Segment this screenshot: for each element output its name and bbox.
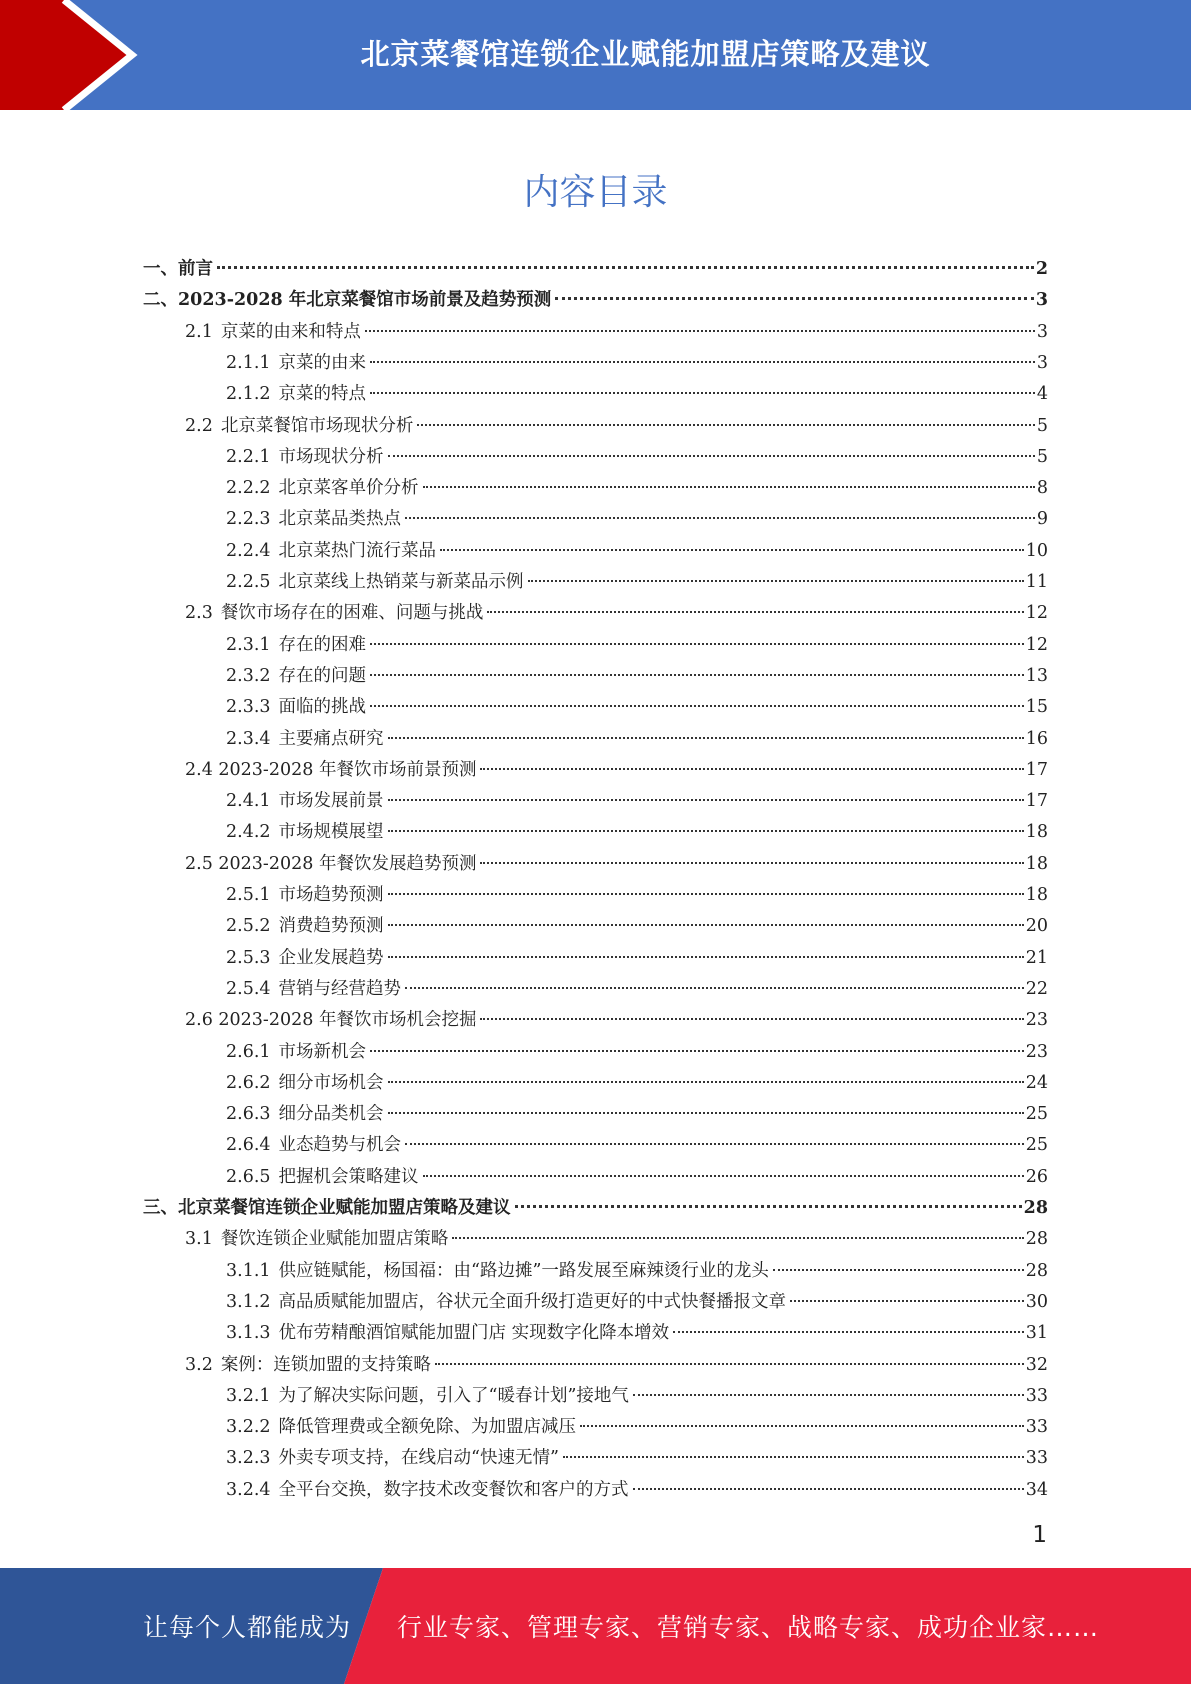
toc-entry[interactable] — [143, 1193, 1048, 1224]
toc-entry-page: 23 — [1025, 1010, 1048, 1030]
toc-entry-page: 10 — [1025, 541, 1048, 561]
toc-entry-page: 32 — [1025, 1355, 1048, 1375]
toc-entry-label — [226, 1475, 629, 1506]
toc-dot-leader — [217, 265, 1034, 269]
toc-entry-number: 2.6.4 — [226, 1135, 271, 1155]
toc-entry[interactable] — [143, 254, 1048, 285]
toc-entry[interactable] — [226, 943, 1048, 974]
toc-entry-label — [143, 1193, 511, 1224]
toc-entry-label — [226, 943, 384, 974]
toc-entry-label — [226, 1412, 576, 1443]
toc-entry-text: 市场规模展望 — [278, 822, 384, 842]
toc-entry-label — [185, 1005, 476, 1036]
toc-entry[interactable] — [226, 1099, 1048, 1130]
toc-entry-label — [226, 1162, 419, 1193]
toc-entry[interactable] — [226, 880, 1048, 911]
toc-entry-number: 2.5.3 — [226, 948, 271, 968]
toc-dot-leader — [370, 704, 1024, 707]
toc-entry-label — [226, 786, 384, 817]
toc-entry-label — [226, 1318, 669, 1349]
toc-dot-leader — [388, 454, 1035, 457]
toc-entry[interactable] — [185, 598, 1048, 629]
toc-entry-label — [185, 1350, 431, 1381]
toc-entry[interactable] — [226, 817, 1048, 848]
toc-entry-label — [226, 1099, 384, 1130]
toc-entry[interactable] — [226, 1381, 1048, 1412]
toc-entry-text: 存在的问题 — [278, 666, 367, 686]
toc-entry-text: 2.4 2023-2028 年餐饮市场前景预测 — [185, 760, 477, 780]
toc-dot-leader — [480, 1017, 1023, 1020]
toc-entry[interactable] — [226, 630, 1048, 661]
toc-entry-number: 3.1.3 — [226, 1323, 271, 1343]
toc-entry[interactable] — [185, 755, 1048, 786]
toc-entry-page: 11 — [1025, 572, 1048, 592]
toc-entry-page: 23 — [1025, 1042, 1048, 1062]
toc-entry-label — [143, 254, 213, 285]
toc-dot-leader — [388, 1111, 1024, 1114]
toc-entry-text: 北京菜餐馆市场现状分析 — [220, 416, 414, 436]
toc-dot-leader — [405, 1142, 1024, 1145]
toc-entry-text: 案例：连锁加盟的支持策略 — [220, 1355, 431, 1375]
toc-entry-page: 18 — [1025, 854, 1048, 874]
toc-entry-text: 北京菜品类热点 — [278, 509, 402, 529]
toc-entry-text: 把握机会策略建议 — [278, 1167, 419, 1187]
toc-entry-page: 9 — [1036, 509, 1048, 529]
toc-entry-page: 3 — [1036, 353, 1048, 373]
toc-entry-text: 北京菜线上热销菜与新菜品示例 — [278, 572, 524, 592]
toc-entry-number: 2.6.1 — [226, 1042, 271, 1062]
toc-entry-text: 京菜的由来 — [278, 353, 367, 373]
toc-dot-leader — [405, 986, 1024, 989]
toc-entry-page: 18 — [1025, 822, 1048, 842]
toc-entry-number: 2.3.2 — [226, 666, 271, 686]
toc-entry-label — [226, 442, 384, 473]
toc-dot-leader — [515, 1204, 1022, 1208]
toc-dot-leader — [480, 861, 1023, 864]
toc-entry-text: 餐饮市场存在的困难、问题与挑战 — [220, 603, 484, 623]
toc-entry-number: 3.1 — [185, 1229, 213, 1249]
toc-dot-leader — [370, 391, 1035, 394]
toc-entry-label — [226, 379, 366, 410]
toc-entry-text: 二、2023-2028 年北京菜餐馆市场前景及趋势预测 — [143, 290, 552, 310]
toc-entry-text: 存在的困难 — [278, 635, 367, 655]
toc-entry-number: 3.2 — [185, 1355, 213, 1375]
toc-entry-label — [185, 317, 361, 348]
toc-entry-text: 面临的挑战 — [278, 697, 367, 717]
toc-entry-label — [226, 880, 384, 911]
toc-entry[interactable] — [226, 974, 1048, 1005]
toc-dot-leader — [480, 767, 1023, 770]
toc-entry-page: 15 — [1025, 697, 1048, 717]
toc-entry[interactable] — [226, 911, 1048, 942]
toc-entry[interactable] — [226, 379, 1048, 410]
toc-entry-text: 业态趋势与机会 — [278, 1135, 402, 1155]
toc-dot-leader — [773, 1268, 1024, 1271]
toc-dot-leader — [365, 329, 1035, 332]
toc-dot-leader — [417, 423, 1035, 426]
toc-entry-number: 2.6.5 — [226, 1167, 271, 1187]
toc-entry-number: 2.6.3 — [226, 1104, 271, 1124]
toc-entry-page: 17 — [1025, 760, 1048, 780]
toc-entry-label — [226, 1443, 559, 1474]
toc-entry-label — [185, 411, 413, 442]
toc-entry-text: 企业发展趋势 — [278, 948, 384, 968]
toc-entry[interactable] — [185, 317, 1048, 348]
toc-entry-label — [226, 1037, 366, 1068]
toc-entry-page: 21 — [1025, 948, 1048, 968]
toc-entry-label — [226, 911, 384, 942]
toc-dot-leader — [440, 548, 1024, 551]
toc-dot-leader — [388, 923, 1024, 926]
toc-entry[interactable] — [226, 504, 1048, 535]
toc-entry-page: 22 — [1025, 979, 1048, 999]
toc-entry-text: 2.5 2023-2028 年餐饮发展趋势预测 — [185, 854, 477, 874]
toc-entry[interactable] — [185, 1350, 1048, 1381]
toc-entry-label — [226, 473, 419, 504]
toc-entry-text: 北京菜热门流行菜品 — [278, 541, 437, 561]
toc-entry-page: 13 — [1025, 666, 1048, 686]
toc-entry-number: 2.4.2 — [226, 822, 271, 842]
toc-dot-leader — [673, 1330, 1024, 1333]
toc-dot-leader — [388, 1080, 1024, 1083]
toc-entry-page: 2 — [1035, 259, 1048, 279]
toc-entry-page: 28 — [1025, 1229, 1048, 1249]
toc-entry-number: 3.2.4 — [226, 1480, 271, 1500]
toc-dot-leader — [580, 1424, 1024, 1427]
toc-entry-label — [226, 974, 401, 1005]
toc-entry-number: 2.6.2 — [226, 1073, 271, 1093]
toc-entry-label — [185, 849, 476, 880]
page-number: 1 — [1032, 1522, 1047, 1548]
toc-dot-leader — [528, 579, 1024, 582]
toc-dot-leader — [633, 1487, 1024, 1490]
toc-dot-leader — [423, 1174, 1024, 1177]
toc-entry-page: 4 — [1036, 384, 1048, 404]
toc-entry-label — [226, 348, 366, 379]
toc-dot-leader — [563, 1455, 1024, 1458]
toc-dot-leader — [423, 485, 1035, 488]
toc-entry[interactable] — [226, 724, 1048, 755]
toc-entry[interactable] — [226, 1412, 1048, 1443]
toc-entry[interactable] — [226, 1475, 1048, 1506]
toc-entry[interactable] — [226, 1287, 1048, 1318]
toc-title: 内容目录 — [523, 172, 668, 213]
toc-dot-leader — [435, 1362, 1024, 1365]
toc-entry-label — [226, 1130, 401, 1161]
toc-entry-number: 3.1.1 — [226, 1261, 271, 1281]
footer-slogan-right: 行业专家、管理专家、营销专家、战略专家、成功企业家…… — [397, 1613, 1100, 1642]
toc-entry-page: 25 — [1025, 1104, 1048, 1124]
toc-entry[interactable] — [226, 348, 1048, 379]
toc-entry-page: 28 — [1025, 1261, 1048, 1281]
toc-entry-text: 北京菜客单价分析 — [278, 478, 419, 498]
toc-dot-leader — [405, 516, 1035, 519]
toc-entry-text: 外卖专项支持，在线启动“快速无情” — [278, 1448, 559, 1468]
toc-dot-leader — [388, 892, 1024, 895]
toc-dot-leader — [633, 1393, 1024, 1396]
toc-entry-number: 2.3.1 — [226, 635, 271, 655]
toc-entry[interactable] — [226, 1162, 1048, 1193]
toc-dot-leader — [452, 1236, 1023, 1239]
toc-dot-leader — [388, 736, 1024, 739]
toc-entry-label — [226, 567, 524, 598]
toc-entry-number: 2.5.2 — [226, 916, 271, 936]
toc-entry[interactable] — [226, 1443, 1048, 1474]
toc-dot-leader — [370, 360, 1035, 363]
toc-dot-leader — [555, 296, 1034, 300]
toc-entry-number: 2.2.1 — [226, 447, 271, 467]
toc-entry-number: 2.3.4 — [226, 729, 271, 749]
toc-entry-number: 2.1.2 — [226, 384, 271, 404]
toc-entry-text: 高品质赋能加盟店，谷状元全面升级打造更好的中式快餐播报文章 — [278, 1292, 787, 1312]
toc-entry-text: 市场发展前景 — [278, 791, 384, 811]
toc-entry-number: 2.3 — [185, 603, 213, 623]
toc-entry[interactable] — [185, 411, 1048, 442]
toc-entry-text: 为了解决实际问题，引入了“暖春计划”接地气 — [278, 1386, 629, 1406]
toc-entry-text: 全平台交换，数字技术改变餐饮和客户的方式 — [278, 1480, 629, 1500]
toc-entry-label — [226, 536, 436, 567]
toc-entry[interactable] — [226, 567, 1048, 598]
toc-entry-number: 2.1.1 — [226, 353, 271, 373]
toc-entry-page: 5 — [1036, 447, 1048, 467]
page-footer — [0, 1568, 1191, 1684]
toc-dot-leader — [370, 673, 1024, 676]
toc-entry-text: 细分品类机会 — [278, 1104, 384, 1124]
toc-entry[interactable] — [226, 786, 1048, 817]
toc-entry-page: 3 — [1036, 322, 1048, 342]
toc-entry-page: 33 — [1025, 1417, 1048, 1437]
toc-entry-text: 一、前言 — [143, 259, 213, 279]
toc-entry-page: 28 — [1023, 1198, 1048, 1218]
toc-entry-page: 31 — [1025, 1323, 1048, 1343]
toc-entry-number: 2.3.3 — [226, 697, 271, 717]
footer-slogan-left: 让每个人都能成为 — [143, 1613, 352, 1642]
toc-entry-number: 2.2 — [185, 416, 213, 436]
toc-entry-number: 3.1.2 — [226, 1292, 271, 1312]
toc-entry[interactable] — [226, 661, 1048, 692]
toc-entry-number: 2.5.4 — [226, 979, 271, 999]
toc-entry-text: 营销与经营趋势 — [278, 979, 402, 999]
toc-entry[interactable] — [185, 1224, 1048, 1255]
toc-entry[interactable] — [226, 1037, 1048, 1068]
header-title: 北京菜餐馆连锁企业赋能加盟店策略及建议 — [360, 36, 931, 71]
toc-entry-page: 25 — [1025, 1135, 1048, 1155]
toc-entry[interactable] — [226, 1068, 1048, 1099]
toc-entry-text: 三、北京菜餐馆连锁企业赋能加盟店策略及建议 — [143, 1198, 511, 1218]
toc-entry-number: 2.2.3 — [226, 509, 271, 529]
toc-dot-leader — [388, 829, 1024, 832]
toc-entry-number: 2.4.1 — [226, 791, 271, 811]
toc-entry-page: 20 — [1025, 916, 1048, 936]
toc-entry-label — [226, 1381, 629, 1412]
toc-entry-label — [226, 1068, 384, 1099]
toc-entry-page: 3 — [1035, 290, 1048, 310]
toc-entry-text: 市场现状分析 — [278, 447, 384, 467]
toc-entry-text: 餐饮连锁企业赋能加盟店策略 — [220, 1229, 449, 1249]
toc-entry-text: 细分市场机会 — [278, 1073, 384, 1093]
toc-entry-label — [226, 1287, 786, 1318]
toc-entry-text: 市场趋势预测 — [278, 885, 384, 905]
toc-dot-leader — [370, 1049, 1024, 1052]
toc-entry-page: 26 — [1025, 1167, 1048, 1187]
toc-entry-text: 2.6 2023-2028 年餐饮市场机会挖掘 — [185, 1010, 477, 1030]
toc-dot-leader — [388, 955, 1024, 958]
toc-dot-leader — [388, 798, 1024, 801]
toc-entry-text: 优布劳精酿酒馆赋能加盟门店 实现数字化降本增效 — [278, 1323, 670, 1343]
toc-entry-label — [226, 817, 384, 848]
toc-entry-text: 主要痛点研究 — [278, 729, 384, 749]
toc-entry[interactable] — [226, 536, 1048, 567]
toc-entry-text: 供应链赋能，杨国福：由“路边摊”一路发展至麻辣烫行业的龙头 — [278, 1261, 769, 1281]
toc-dot-leader — [370, 642, 1024, 645]
toc-entry-label — [226, 504, 401, 535]
toc-dot-leader — [487, 610, 1023, 613]
toc-entry-page: 16 — [1025, 729, 1048, 749]
toc-entry-number: 2.5.1 — [226, 885, 271, 905]
toc-entry-number: 2.2.5 — [226, 572, 271, 592]
toc-entry[interactable] — [185, 849, 1048, 880]
toc-entry-label — [226, 1256, 769, 1287]
toc-entry[interactable] — [185, 1005, 1048, 1036]
toc-entry-page: 24 — [1025, 1073, 1048, 1093]
toc-entry-page: 5 — [1036, 416, 1048, 436]
toc-entry[interactable] — [226, 473, 1048, 504]
toc-entry[interactable] — [143, 285, 1048, 316]
toc-dot-leader — [790, 1299, 1024, 1302]
toc-entry-text: 京菜的特点 — [278, 384, 367, 404]
toc-entry[interactable] — [226, 442, 1048, 473]
toc-entry-page: 12 — [1025, 603, 1048, 623]
toc-entry-label — [226, 692, 366, 723]
toc-entry-number: 3.2.2 — [226, 1417, 271, 1437]
toc-entry-page: 12 — [1025, 635, 1048, 655]
toc-entry-label — [226, 630, 366, 661]
toc-entry[interactable] — [226, 1318, 1048, 1349]
toc-entry-text: 降低管理费或全额免除、为加盟店减压 — [278, 1417, 577, 1437]
toc-entry-page: 17 — [1025, 791, 1048, 811]
toc-entry-number: 3.2.1 — [226, 1386, 271, 1406]
toc-entry-text: 消费趋势预测 — [278, 916, 384, 936]
toc-entry-page: 30 — [1025, 1292, 1048, 1312]
page-header — [0, 0, 1191, 110]
toc-entry-text: 京菜的由来和特点 — [220, 322, 361, 342]
toc-entry-page: 8 — [1036, 478, 1048, 498]
toc-entry-label — [143, 285, 551, 316]
toc-entry-label — [185, 598, 483, 629]
toc-entry-number: 2.2.4 — [226, 541, 271, 561]
toc-entry-number: 3.2.3 — [226, 1448, 271, 1468]
toc-entry-page: 33 — [1025, 1448, 1048, 1468]
toc-entry-page: 18 — [1025, 885, 1048, 905]
toc-entry-number: 2.2.2 — [226, 478, 271, 498]
toc-entry[interactable] — [226, 1256, 1048, 1287]
toc-entry-label — [185, 755, 476, 786]
toc-entry-number: 2.1 — [185, 322, 213, 342]
toc-entry-text: 市场新机会 — [278, 1042, 367, 1062]
toc-entry-label — [226, 661, 366, 692]
toc-entry[interactable] — [226, 692, 1048, 723]
toc-entry[interactable] — [226, 1130, 1048, 1161]
toc-entry-page: 34 — [1025, 1480, 1048, 1500]
toc-entry-label — [185, 1224, 448, 1255]
toc-entry-page: 33 — [1025, 1386, 1048, 1406]
toc-entry-label — [226, 724, 384, 755]
